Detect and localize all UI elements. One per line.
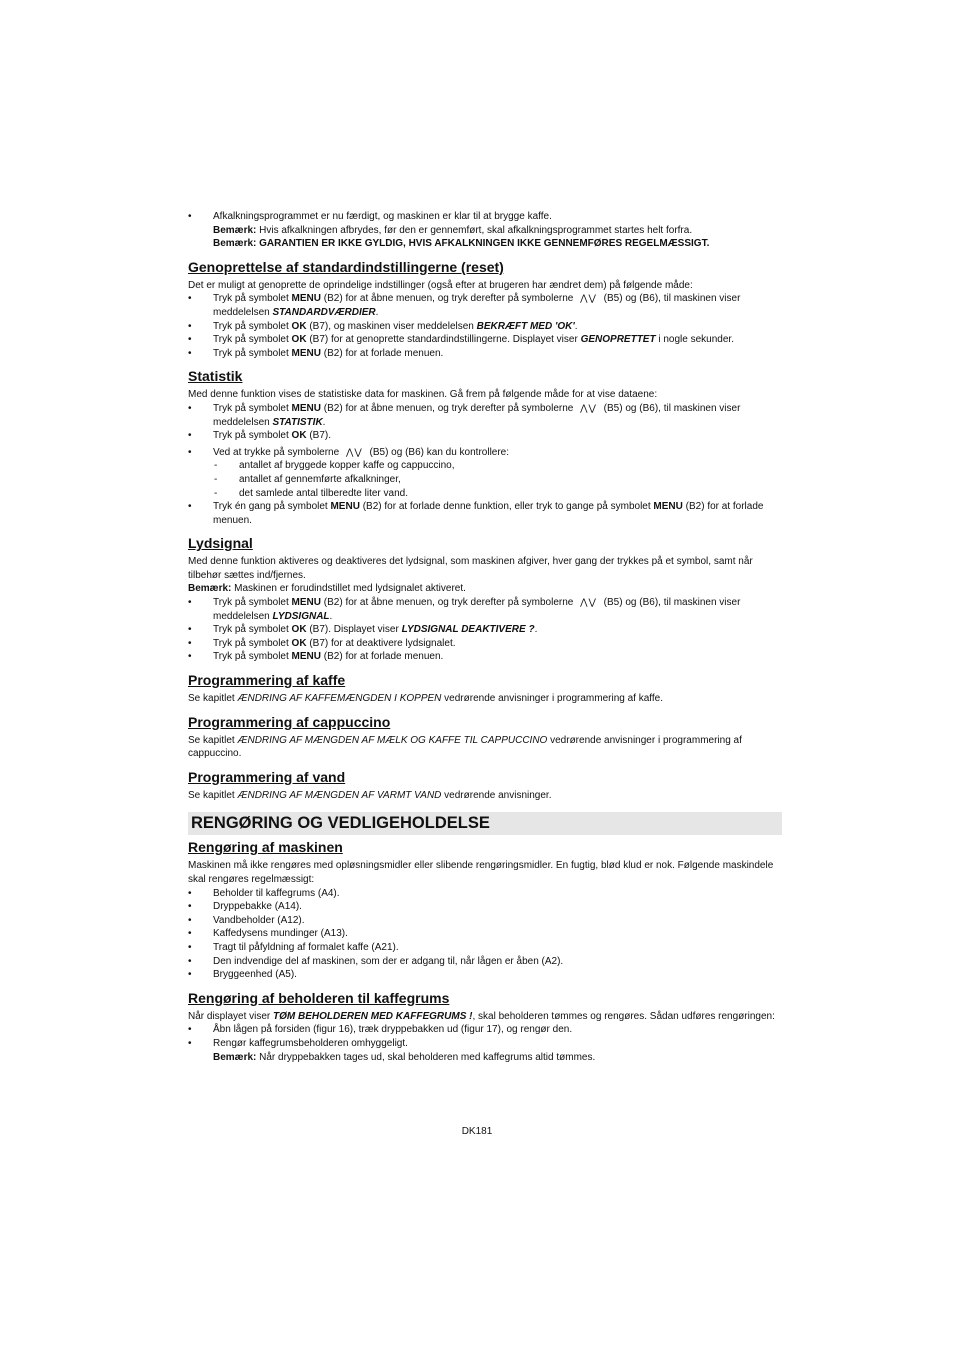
bullet-icon: • — [188, 597, 192, 609]
bullet-icon: • — [188, 914, 192, 926]
list-item: • Tryk på symbolet OK (B7). — [188, 430, 331, 442]
document-body — [188, 210, 782, 1064]
arrow-up-down-icon: ⋀⋁ — [580, 597, 597, 608]
list-item: • Den indvendige del af maskinen, som der er adgang til, når lågen er åben (A2). — [188, 955, 564, 967]
section-heading-prog-cappuccino: Programmering af cappuccino — [188, 713, 391, 730]
bullet-icon: • — [188, 928, 192, 940]
list-item: • Dryppebakke (A14). — [188, 901, 302, 913]
list-item: • Tryk én gang på symbolet MENU (B2) for at forlade denne funktion, eller tryk to gange på symbolet MENU (B2) for at forlade menuen. — [188, 501, 764, 526]
bullet-icon: • — [188, 1024, 192, 1036]
sub-list-item: - antallet af gennemførte afkalkninger, — [214, 473, 401, 485]
note: Bemærk: Maskinen er forudindstillet med lydsignalet aktiveret. — [188, 583, 466, 595]
list-item: • Tryk på symbolet OK (B7) for at deaktivere lydsignalet. — [188, 637, 456, 649]
bullet-icon: • — [188, 320, 192, 332]
dash-icon: - — [214, 460, 218, 472]
list-item: • Afkalkningsprogrammet er nu færdigt, og maskinen er klar til at brygge kaffe. Bemærk: Hvis afkalkningen afbrydes, før den er gennemført, skal afkalkningsprogrammet startes helt forfra. Bemærk: GARANTIEN ER IKKE GYLDIG, HVIS AFKALKNINGEN IKKE GENNEMFØRES REGELMÆSSIGT. — [188, 211, 710, 250]
list-item: • Kaffedysens mundinger (A13). — [188, 928, 348, 940]
section-heading-prog-vand: Programmering af vand — [188, 768, 346, 785]
bullet-icon: • — [188, 347, 192, 359]
list-item: • Tryk på symbolet MENU (B2) for at åbne menuen, og tryk derefter på symbolerne ⋀⋁ (B5) og (B6), til maskinen viser meddelelsen LYDSIGNAL. — [188, 597, 741, 622]
page-number: DK181 — [461, 1126, 493, 1137]
dash-icon: - — [214, 487, 218, 499]
bullet-icon: • — [188, 430, 192, 442]
bullet-icon: • — [188, 955, 192, 967]
dash-icon: - — [214, 473, 218, 485]
bullet-icon: • — [188, 501, 192, 513]
list-item: • Tryk på symbolet OK (B7), og maskinen viser meddelelsen BEKRÆFT MED 'OK'. — [188, 320, 578, 332]
bullet-icon: • — [188, 887, 192, 899]
list-item: • Vandbeholder (A12). — [188, 914, 305, 926]
list-item: • Åbn lågen på forsiden (figur 16), træk dryppebakken ud (figur 17), og rengør den. — [188, 1024, 573, 1036]
list-item: • Beholder til kaffegrums (A4). — [188, 887, 340, 899]
section-heading-statistik: Statistik — [188, 368, 243, 385]
section-heading-kaffegrums: Rengøring af beholderen til kaffegrums — [188, 989, 450, 1006]
bullet-icon: • — [188, 211, 192, 222]
list-item: • Ved at trykke på symbolerne ⋀⋁ (B5) og (B6) kan du kontrollere: — [188, 446, 510, 458]
sub-list-item: - det samlede antal tilberedte liter vand. — [214, 487, 408, 499]
bullet-icon: • — [188, 402, 192, 414]
arrow-up-down-icon: ⋀⋁ — [580, 402, 597, 413]
paragraph: Med denne funktion aktiveres og deaktiveres det lydsignal, som maskinen afgiver, hver gang der trykkes på et symbol, samt når tilbehør sættes ind/fjernes. — [188, 556, 753, 581]
paragraph: Se kapitlet ÆNDRING AF MÆNGDEN AF MÆLK OG KAFFE TIL CAPPUCCINO vedrørende anvisninger i programmering af cappuccino. — [188, 734, 742, 760]
paragraph: Det er muligt at genoprette de oprindelige indstillinger (også efter at brugeren har ændret dem) på følgende måde: — [188, 279, 693, 291]
section-banner: RENGØRING OG VEDLIGEHOLDELSE — [188, 812, 782, 835]
paragraph: Med denne funktion vises de statistiske data for maskinen. Gå frem på følgende måde for at vise dataene: — [188, 389, 658, 401]
section-heading-prog-kaffe: Programmering af kaffe — [188, 672, 346, 689]
cleaning-list — [188, 887, 782, 982]
bullet-icon: • — [188, 901, 192, 913]
bullet-icon: • — [188, 293, 192, 305]
bullet-icon: • — [188, 941, 192, 953]
list-item: • Rengør kaffegrumsbeholderen omhyggeligt. Bemærk: Når dryppebakken tages ud, skal beholderen med kaffegrums altid tømmes. — [188, 1037, 596, 1063]
paragraph: Se kapitlet ÆNDRING AF KAFFEMÆNGDEN I KOPPEN vedrørende anvisninger i programmering af kaffe. — [188, 693, 663, 705]
bullet-icon: • — [188, 334, 192, 346]
list-item: • Tryk på symbolet MENU (B2) for at åbne menuen, og tryk derefter på symbolerne ⋀⋁ (B5) og (B6), til maskinen viser meddelelsen STANDARDVÆRDIER. — [188, 293, 741, 318]
section-heading-rengoring: Rengøring af maskinen — [188, 839, 343, 856]
list-item: • Tryk på symbolet OK (B7). Displayet viser LYDSIGNAL DEAKTIVERE ?. — [188, 624, 538, 636]
bullet-icon: • — [188, 637, 192, 649]
paragraph: Maskinen må ikke rengøres med opløsningsmidler eller slibende rengøringsmidler. En fugtig, blød klud er nok. Følgende maskindele skal rengøres regelmæssigt: — [188, 860, 774, 885]
list-item: • Tryk på symbolet OK (B7) for at genoprette standardindstillingerne. Displayet viser GENOPRETTET i nogle sekunder. — [188, 334, 734, 346]
bullet-icon: • — [188, 969, 192, 981]
paragraph: Se kapitlet ÆNDRING AF MÆNGDEN AF VARMT VAND vedrørende anvisninger. — [188, 789, 552, 801]
list-item: • Tragt til påfyldning af formalet kaffe (A21). — [188, 941, 399, 953]
list-item: • Tryk på symbolet MENU (B2) for at åbne menuen, og tryk derefter på symbolerne ⋀⋁ (B5) og (B6), til maskinen viser meddelelsen STATISTIK. — [188, 402, 741, 428]
bullet-icon: • — [188, 624, 192, 636]
list-item: • Bryggeenhed (A5). — [188, 969, 297, 981]
bullet-icon: • — [188, 651, 192, 663]
section-heading-lydsignal: Lydsignal — [188, 535, 253, 552]
paragraph: Når displayet viser TØM BEHOLDEREN MED KAFFEGRUMS !, skal beholderen tømmes og rengøres. Sådan udføres rengøringen: — [188, 1010, 775, 1022]
list-item: • Tryk på symbolet MENU (B2) for at forlade menuen. — [188, 651, 444, 663]
list-item: • Tryk på symbolet MENU (B2) for at forlade menuen. — [188, 347, 444, 359]
arrow-up-down-icon: ⋀⋁ — [345, 446, 363, 457]
bullet-icon: • — [188, 446, 192, 458]
bullet-icon: • — [188, 1037, 192, 1049]
section-heading-reset: Genoprettelse af standardindstillingerne (reset) — [188, 258, 504, 275]
arrow-up-down-icon: ⋀⋁ — [580, 293, 597, 304]
sub-list-item: - antallet af bryggede kopper kaffe og cappuccino, — [214, 460, 455, 472]
